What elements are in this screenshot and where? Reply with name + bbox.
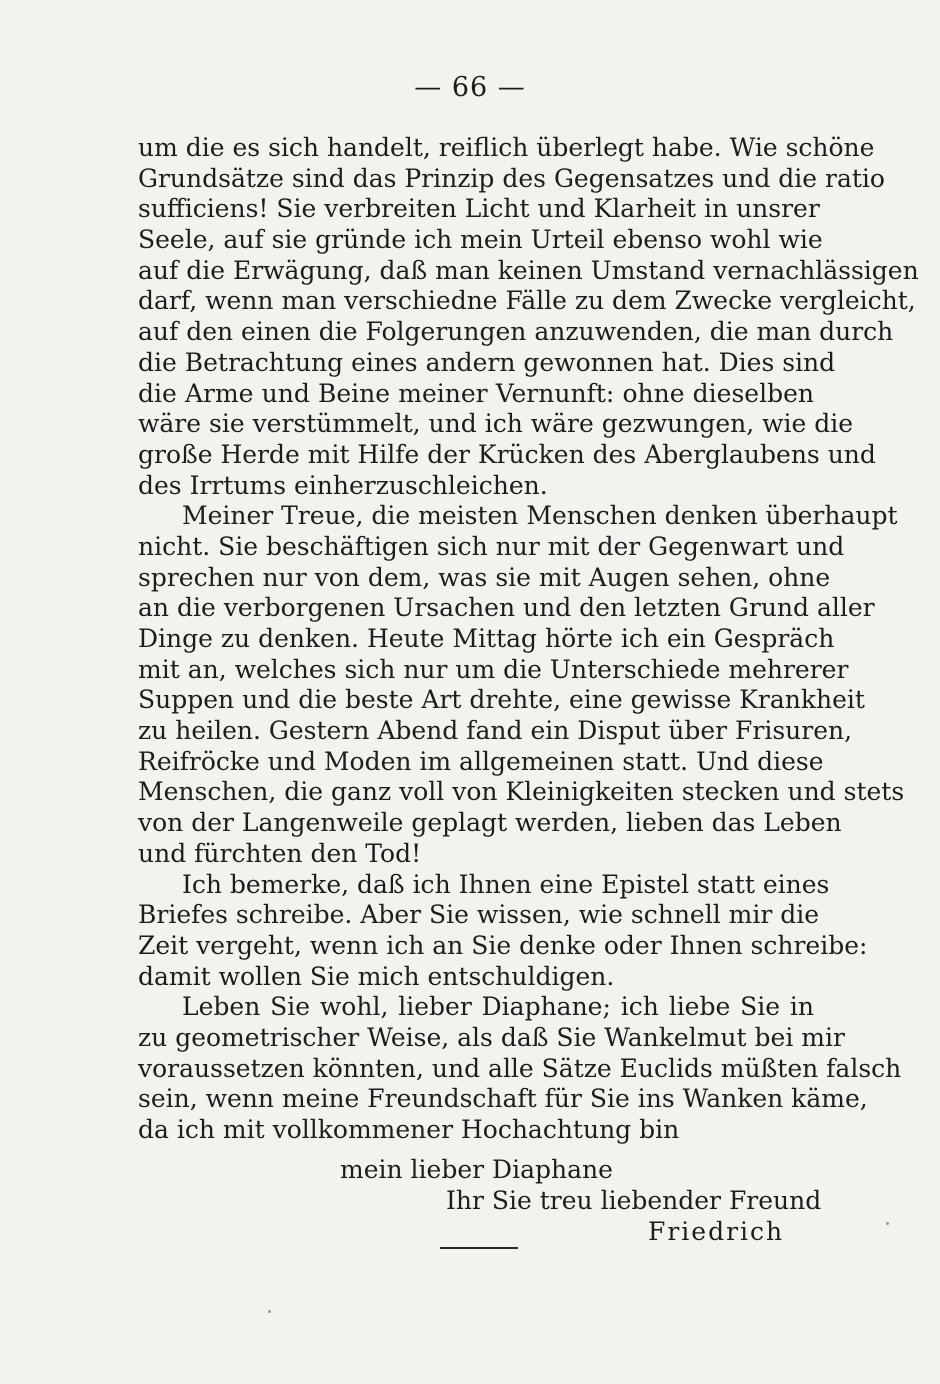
paragraph-start-line: Meiner Treue, die meisten Menschen denken überhaupt [182,501,898,531]
text-line: sufficiens! Sie verbreiten Licht und Klarheit in unsrer [138,194,820,224]
text-line: Grundsätze sind das Prinzip des Gegensatzes und die ratio [138,163,885,193]
text-line: auf den einen die Folgerungen anzuwenden, die man durch [138,317,894,347]
text-line: an die verborgenen Ursachen und den letzten Grund aller [138,593,875,623]
text-line: voraussetzen könnten, und alle Sätze Euclids müßten falsch [138,1053,902,1083]
text-line: Zeit vergeht, wenn ich an Sie denke oder Ihnen schreibe: [138,930,868,960]
paragraph-end-line: und fürchten den Tod! [138,838,422,868]
text-line: Suppen und die beste Art drehte, eine gewisse Krankheit [138,685,865,715]
paper-speck [886,1222,889,1225]
letter-body [138,133,919,1146]
salutation: mein lieber Diaphane [340,1155,613,1184]
paragraph-start-line: Leben Sie wohl, lieber Diaphane; ich liebe Sie in [182,992,814,1022]
text-line: zu geometrischer Weise, als daß Sie Wankelmut bei mir [138,1022,845,1052]
text-line: sein, wenn meine Freundschaft für Sie ins Wanken käme, [138,1084,868,1114]
text-line: zu heilen. Gestern Abend fand ein Disput über Frisuren, [138,716,853,746]
text-line: auf die Erwägung, daß man keinen Umstand vernachlässigen [138,255,919,285]
signature: Friedrich [648,1217,785,1246]
text-line: nicht. Sie beschäftigen sich nur mit der Gegenwart und [138,531,845,561]
text-line: die Betrachtung eines andern gewonnen hat. Dies sind [138,347,836,377]
paper-speck [268,1310,271,1313]
section-separator [440,1247,518,1249]
text-line: sprechen nur von dem, was sie mit Augen sehen, ohne [138,562,831,592]
text-line: Reifröcke und Moden im allgemeinen statt. Und diese [138,746,824,776]
text-line: große Herde mit Hilfe der Krücken des Aberglaubens und [138,439,876,469]
text-line: darf, wenn man verschiedne Fälle zu dem Zwecke vergleicht, [138,286,916,316]
text-line: Briefes schreibe. Aber Sie wissen, wie schnell mir die [138,900,820,930]
paragraph-start-line: Ich bemerke, daß ich Ihnen eine Epistel statt eines [182,869,830,899]
text-line: die Arme und Beine meiner Vernunft: ohne dieselben [138,378,814,408]
text-line: wäre sie verstümmelt, und ich wäre gezwungen, wie die [138,409,854,439]
text-line: Dinge zu denken. Heute Mittag hörte ich ein Gespräch [138,624,835,653]
paragraph-end-line: damit wollen Sie mich entschuldigen. [138,961,615,991]
complimentary-close: Ihr Sie treu liebender Freund [446,1186,822,1215]
text-line: um die es sich handelt, reiflich überlegt habe. Wie schöne [138,133,875,162]
paragraph-end-line: da ich mit vollkommener Hochachtung bin [138,1115,680,1144]
text-line: Seele, auf sie gründe ich mein Urteil ebenso wohl wie [138,225,823,255]
text-line: mit an, welches sich nur um die Unterschiede mehrerer [138,654,849,684]
page-number: — 66 — [414,72,526,103]
text-line: Menschen, die ganz voll von Kleinigkeiten stecken und stets [138,777,905,807]
text-line: von der Langenweile geplagt werden, lieben das Leben [138,808,842,838]
paragraph-end-line: des Irrtums einherzuschleichen. [138,470,548,500]
